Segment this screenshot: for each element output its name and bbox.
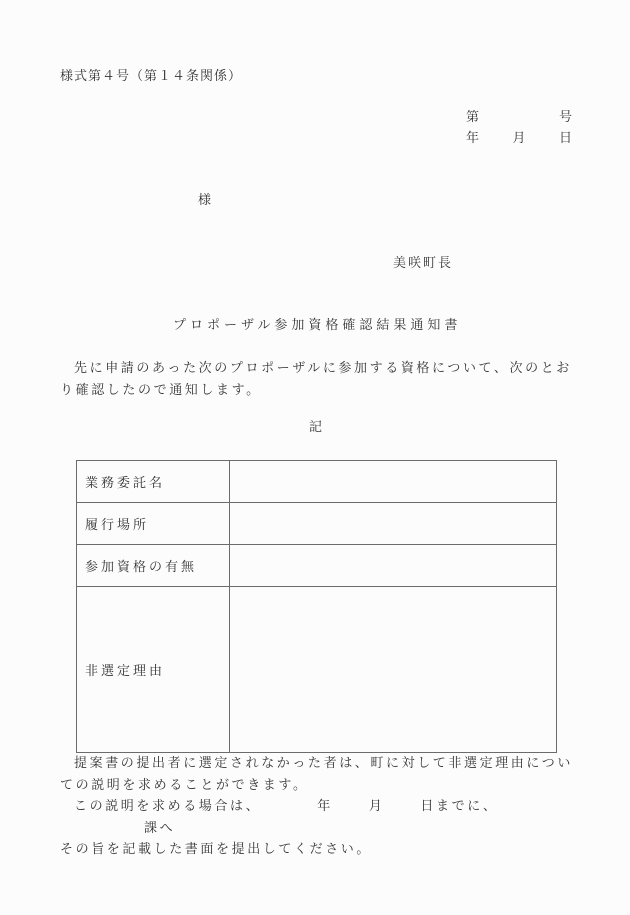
row-value-location — [230, 503, 557, 545]
date-day: 日 — [558, 131, 572, 146]
row-label-business-name: 業務委託名 — [77, 461, 230, 503]
info-table — [76, 460, 557, 753]
sender: 美咲町長 — [393, 256, 454, 271]
row-label-location: 履行場所 — [77, 503, 230, 545]
doc-number-suffix: 号 — [558, 110, 572, 125]
document-title: プロポーザル参加資格確認結果通知書 — [173, 318, 462, 333]
table-row — [77, 545, 557, 587]
table-row — [77, 461, 557, 503]
date-month: 月 — [512, 131, 526, 146]
notes-paragraph-2: この説明を求める場合は、 年 月 日までに、課へ その旨を記載した書面を提出してください。 — [60, 799, 499, 857]
row-value-eligibility — [230, 545, 557, 587]
addressee: 様 — [198, 193, 212, 208]
table-row — [77, 587, 557, 753]
form-number: 様式第４号（第１４条関係） — [60, 69, 243, 84]
row-value-business-name — [230, 461, 557, 503]
document-number — [466, 110, 572, 126]
issue-date — [466, 131, 572, 147]
row-label-eligibility: 参加資格の有無 — [77, 545, 230, 587]
intro-text: 先に申請のあった次のプロポーザルに参加する資格について、次のとおり確認したので通知します。 — [60, 361, 572, 398]
intro-paragraph — [60, 358, 575, 402]
doc-number-prefix: 第 — [466, 110, 480, 125]
notes — [60, 753, 575, 861]
table-row — [77, 503, 557, 545]
row-label-non-selection-reason: 非選定理由 — [77, 587, 230, 753]
ki-heading: 記 — [309, 420, 323, 435]
notes-paragraph-1: 提案書の提出者に選定されなかった者は、町に対して非選定理由についての説明を求めることができます。 — [60, 756, 573, 793]
date-year: 年 — [466, 131, 480, 146]
row-value-non-selection-reason — [230, 587, 557, 753]
